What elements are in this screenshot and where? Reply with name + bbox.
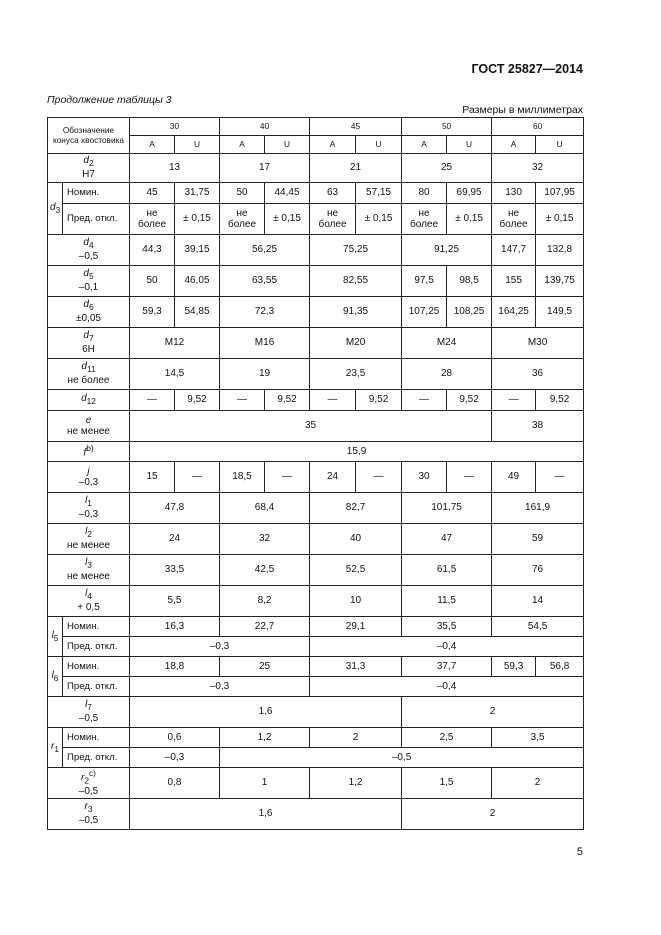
table-cell: 54,85	[175, 297, 220, 328]
table-cell: 108,25	[447, 297, 492, 328]
table-cell: 36	[492, 359, 584, 390]
table-cell: —	[536, 462, 584, 493]
table-cell: 98,5	[447, 266, 492, 297]
table-cell: —	[130, 390, 175, 411]
row-e	[48, 411, 584, 442]
table-cell: 164,25	[492, 297, 536, 328]
row-r1-nom	[48, 728, 584, 748]
table-cell: 130	[492, 183, 536, 204]
table-cell: 11,5	[402, 586, 492, 617]
param-l4: $l_4$ + 0,5	[48, 586, 130, 617]
type-u-header: U	[175, 136, 220, 154]
table-cell: ± 0,15	[175, 204, 220, 235]
table-cell: M16	[220, 328, 310, 359]
table-cell: 1,2	[310, 768, 402, 799]
table-cell: 32	[492, 154, 584, 183]
table-cell: —	[356, 462, 402, 493]
type-u-header: U	[356, 136, 402, 154]
size-30-header: 30	[130, 118, 220, 136]
label-dev: Пред. откл.	[63, 204, 130, 235]
table-cell: не более	[130, 204, 175, 235]
label-nom: Номин.	[63, 183, 130, 204]
param-l7: $l_7$ –0,5	[48, 697, 130, 728]
type-u-header: U	[536, 136, 584, 154]
table-cell: —	[310, 390, 356, 411]
table-cell: 75,25	[310, 235, 402, 266]
row-l3	[48, 555, 584, 586]
size-40-header: 40	[220, 118, 310, 136]
param-f: $f^{b)}$	[48, 442, 130, 462]
row-l4	[48, 586, 584, 617]
table-cell: 1	[220, 768, 310, 799]
table-cell: 25	[220, 657, 310, 677]
table-cell: 0,6	[130, 728, 220, 748]
table-cell: 40	[310, 524, 402, 555]
table-cell: 16,3	[130, 617, 220, 637]
table-cell: 107,25	[402, 297, 447, 328]
table-cell: —	[402, 390, 447, 411]
param-l5: $l_5$	[48, 617, 63, 657]
table-cell: 61,5	[402, 555, 492, 586]
table-cell: 23,5	[310, 359, 402, 390]
table-cell: ± 0,15	[356, 204, 402, 235]
table-cell: 9,52	[356, 390, 402, 411]
designation-header: Обозначение конуса хвостовика	[48, 118, 130, 154]
table-cell: 29,1	[310, 617, 402, 637]
row-d4	[48, 235, 584, 266]
table-cell: 18,8	[130, 657, 220, 677]
table-cell: 18,5	[220, 462, 265, 493]
size-45-header: 45	[310, 118, 402, 136]
table-cell: не более	[310, 204, 356, 235]
table-cell: –0,3	[130, 748, 220, 768]
type-u-header: U	[265, 136, 310, 154]
table-cell: 0,8	[130, 768, 220, 799]
param-r2: $r_2^{c)}$ –0,5	[48, 768, 130, 799]
table-cell: —	[220, 390, 265, 411]
table-cell: 47,8	[130, 493, 220, 524]
table-cell: M30	[492, 328, 584, 359]
table-cell: 35	[130, 411, 492, 442]
table-cell: 14	[492, 586, 584, 617]
table-cell: 15	[130, 462, 175, 493]
table-cell: 69,95	[447, 183, 492, 204]
table-cell: 3,5	[492, 728, 584, 748]
param-r1: $r_1$	[48, 728, 63, 768]
row-l1	[48, 493, 584, 524]
table-cell: —	[175, 462, 220, 493]
table-cell: 49	[492, 462, 536, 493]
table-cell: —	[492, 390, 536, 411]
row-d2	[48, 154, 584, 183]
row-l2	[48, 524, 584, 555]
table-cell: 31,3	[310, 657, 402, 677]
table-cell: 17	[220, 154, 310, 183]
size-60-header: 60	[492, 118, 584, 136]
type-a-header: A	[310, 136, 356, 154]
label-dev: Пред. откл.	[63, 748, 130, 768]
type-a-header: A	[492, 136, 536, 154]
param-d6: $d_6$ ±0,05	[48, 297, 130, 328]
row-r3	[48, 799, 584, 830]
table-cell: 44,45	[265, 183, 310, 204]
table-cell: 1,2	[220, 728, 310, 748]
type-a-header: A	[402, 136, 447, 154]
table-cell: 33,5	[130, 555, 220, 586]
table-cell: 132,8	[536, 235, 584, 266]
table-cell: 91,35	[310, 297, 402, 328]
table-cell: не более	[492, 204, 536, 235]
table-cell: 59,3	[492, 657, 536, 677]
header-row-sizes	[48, 118, 584, 136]
param-d5: $d_5$ –0,1	[48, 266, 130, 297]
table-cell: 82,55	[310, 266, 402, 297]
table-cell: 59	[492, 524, 584, 555]
size-50-header: 50	[402, 118, 492, 136]
param-d11: $d_{11}$ не более	[48, 359, 130, 390]
table-cell: 8,2	[220, 586, 310, 617]
table-cell: 31,75	[175, 183, 220, 204]
table-cell: 45	[130, 183, 175, 204]
row-l6-nom	[48, 657, 584, 677]
table-cell: 72,3	[220, 297, 310, 328]
label-dev: Пред. откл.	[63, 637, 130, 657]
table-cell: —	[265, 462, 310, 493]
table-cell: 161,9	[492, 493, 584, 524]
table-cell: ± 0,15	[536, 204, 584, 235]
table-cell: ± 0,15	[265, 204, 310, 235]
table-cell: 30	[402, 462, 447, 493]
table-cell: 5,5	[130, 586, 220, 617]
row-r2	[48, 768, 584, 799]
table-cell: ± 0,15	[447, 204, 492, 235]
table-cell: 21	[310, 154, 402, 183]
row-d6	[48, 297, 584, 328]
row-l7	[48, 697, 584, 728]
table-cell: 44,3	[130, 235, 175, 266]
table-cell: 50	[220, 183, 265, 204]
table-cell: 32	[220, 524, 310, 555]
table-cell: 35,5	[402, 617, 492, 637]
table-cell: 9,52	[175, 390, 220, 411]
table-cell: 91,25	[402, 235, 492, 266]
row-j	[48, 462, 584, 493]
param-r3: $r_3$ –0,5	[48, 799, 130, 830]
param-d7: $d_7$ 6H	[48, 328, 130, 359]
table-cell: 50	[130, 266, 175, 297]
table-cell: 139,75	[536, 266, 584, 297]
param-l6: $l_6$	[48, 657, 63, 697]
table-cell: –0,5	[220, 748, 584, 768]
table-cell: 38	[492, 411, 584, 442]
table-cell: M20	[310, 328, 402, 359]
row-l6-dev	[48, 677, 584, 697]
table-cell: 2	[492, 768, 584, 799]
table-cell: 59,3	[130, 297, 175, 328]
row-d3-nom	[48, 183, 584, 204]
row-d11	[48, 359, 584, 390]
table-cell: 14,5	[130, 359, 220, 390]
table-cell: 97,5	[402, 266, 447, 297]
row-d12	[48, 390, 584, 411]
table-cell: 52,5	[310, 555, 402, 586]
table-cell: 25	[402, 154, 492, 183]
table-cell: 63,55	[220, 266, 310, 297]
table-cell: 9,52	[447, 390, 492, 411]
table-cell: –0,4	[310, 677, 584, 697]
table-cell: 149,5	[536, 297, 584, 328]
table-cell: 76	[492, 555, 584, 586]
table-cell: 68,4	[220, 493, 310, 524]
table-cell: 56,8	[536, 657, 584, 677]
table-cell: 22,7	[220, 617, 310, 637]
table-cell: 42,5	[220, 555, 310, 586]
table-cell: 24	[130, 524, 220, 555]
table-cell: 28	[402, 359, 492, 390]
table-cell: 37,7	[402, 657, 492, 677]
row-d5	[48, 266, 584, 297]
table-continuation-caption: Продолжение таблицы 3	[47, 94, 172, 106]
param-l1: $l_1$ –0,3	[48, 493, 130, 524]
param-d2: $d_2$ H7	[48, 154, 130, 183]
table-cell: 63	[310, 183, 356, 204]
table-cell: —	[447, 462, 492, 493]
row-d7	[48, 328, 584, 359]
table-cell: 56,25	[220, 235, 310, 266]
table-cell: 39,15	[175, 235, 220, 266]
param-l3: $l_3$ не менее	[48, 555, 130, 586]
row-r1-dev	[48, 748, 584, 768]
table-cell: 2	[402, 799, 584, 830]
table-cell: 1,6	[130, 697, 402, 728]
units-caption: Размеры в миллиметрах	[462, 104, 583, 116]
row-l5-dev	[48, 637, 584, 657]
table-cell: 2	[402, 697, 584, 728]
label-nom: Номин.	[63, 617, 130, 637]
param-d3: $d_3$	[48, 183, 63, 235]
table-cell: 80	[402, 183, 447, 204]
type-a-header: A	[130, 136, 175, 154]
type-u-header: U	[447, 136, 492, 154]
page-number: 5	[576, 846, 583, 858]
param-e: e не менее	[48, 411, 130, 442]
table-cell: 107,95	[536, 183, 584, 204]
table-cell: 54,5	[492, 617, 584, 637]
dimensions-table	[47, 117, 584, 830]
table-cell: 13	[130, 154, 220, 183]
table-cell: 24	[310, 462, 356, 493]
label-dev: Пред. откл.	[63, 677, 130, 697]
label-nom: Номин.	[63, 728, 130, 748]
table-cell: не более	[402, 204, 447, 235]
table-cell: 47	[402, 524, 492, 555]
table-cell: 15,9	[130, 442, 584, 462]
param-j: j –0,3	[48, 462, 130, 493]
table-cell: 155	[492, 266, 536, 297]
table-cell: 9,52	[265, 390, 310, 411]
table-cell: 46,05	[175, 266, 220, 297]
standard-number: ГОСТ 25827—2014	[471, 62, 583, 76]
table-cell: 1,5	[402, 768, 492, 799]
table-cell: 10	[310, 586, 402, 617]
table-cell: 2,5	[402, 728, 492, 748]
table-cell: 147,7	[492, 235, 536, 266]
table-cell: 2	[310, 728, 402, 748]
table-cell: 82,7	[310, 493, 402, 524]
table-cell: 57,15	[356, 183, 402, 204]
param-l2: $l_2$ не менее	[48, 524, 130, 555]
table-cell: 19	[220, 359, 310, 390]
row-f	[48, 442, 584, 462]
table-cell: M12	[130, 328, 220, 359]
table-cell: не более	[220, 204, 265, 235]
table-cell: 101,75	[402, 493, 492, 524]
label-nom: Номин.	[63, 657, 130, 677]
table-cell: –0,3	[130, 677, 310, 697]
row-d3-dev	[48, 204, 584, 235]
type-a-header: A	[220, 136, 265, 154]
table-cell: –0,3	[130, 637, 310, 657]
param-d4: $d_4$ –0,5	[48, 235, 130, 266]
row-l5-nom	[48, 617, 584, 637]
table-cell: –0,4	[310, 637, 584, 657]
param-d12: $d_{12}$	[48, 390, 130, 411]
table-cell: 9,52	[536, 390, 584, 411]
table-cell: M24	[402, 328, 492, 359]
table-cell: 1,6	[130, 799, 402, 830]
